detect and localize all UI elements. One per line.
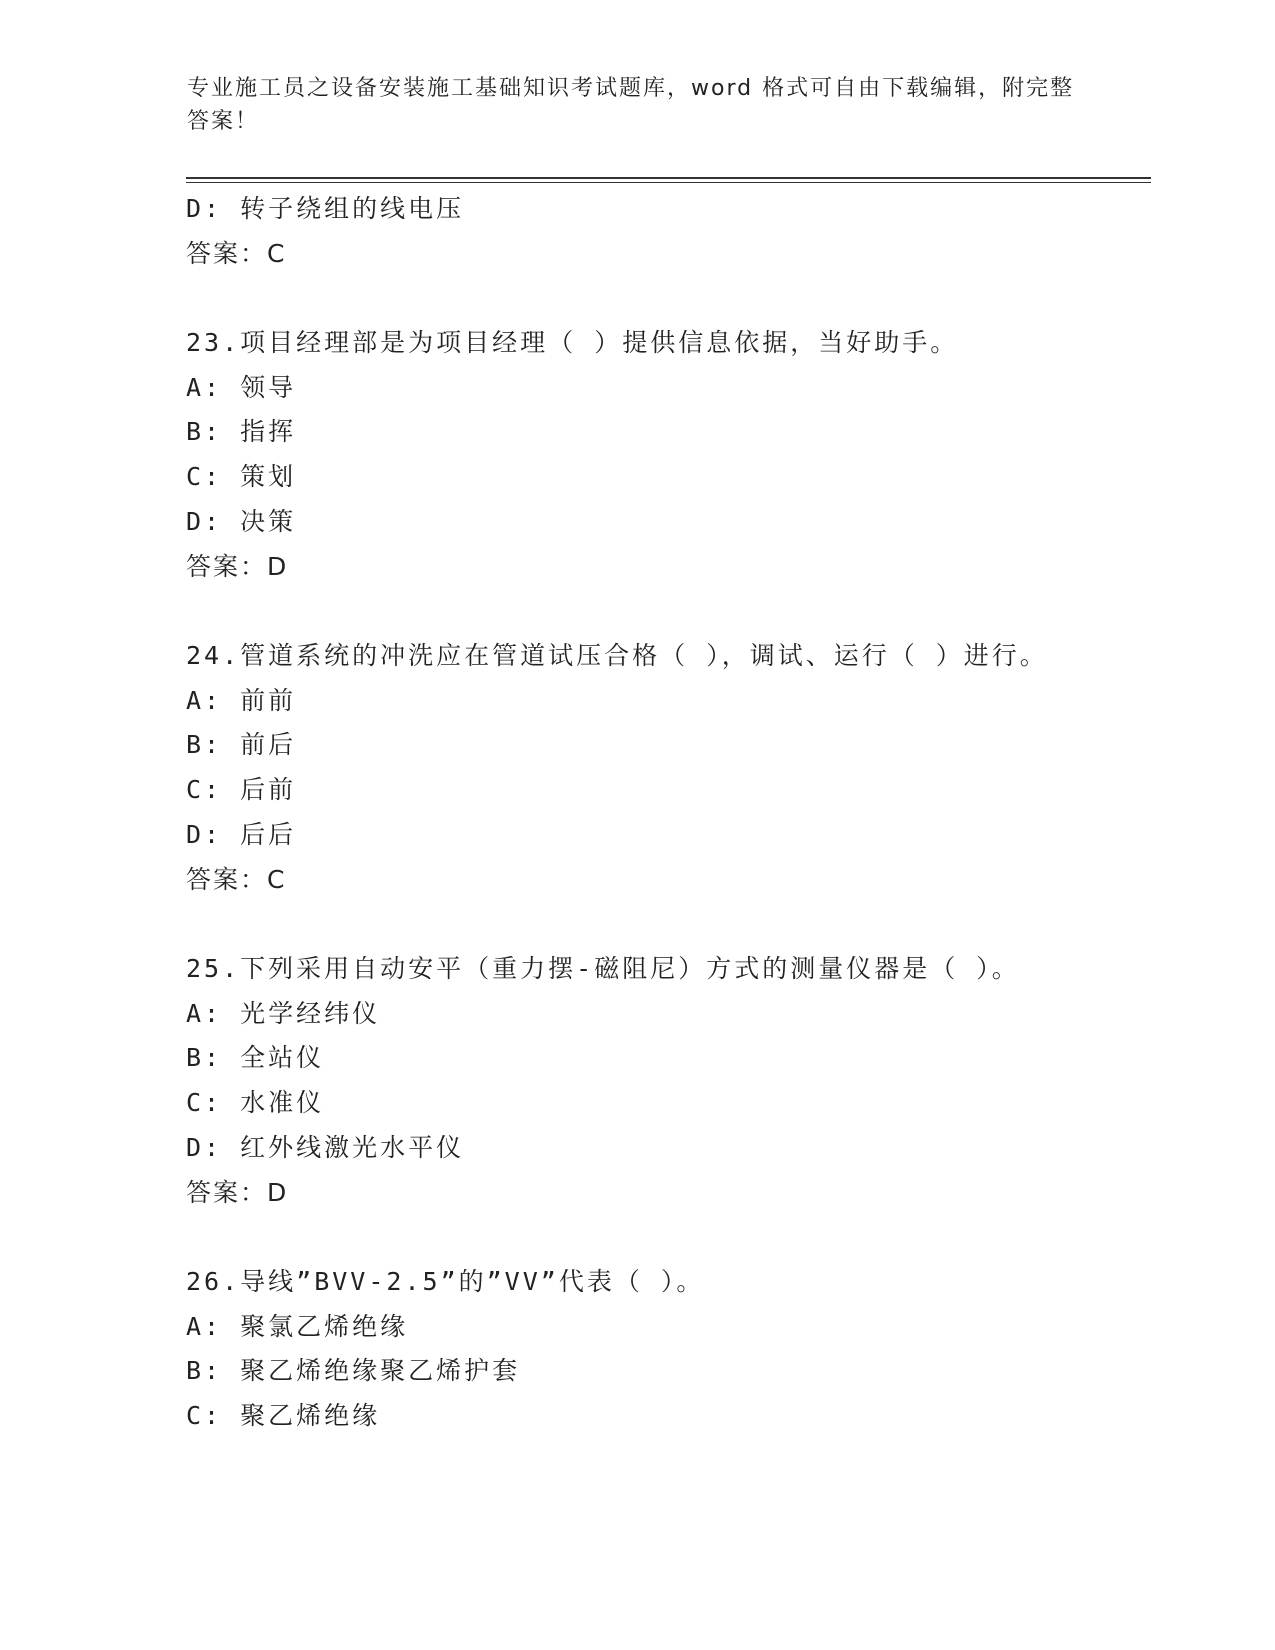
question-26-stem: 26.导线”BVV-2.5”的”VV”代表（ ）。	[186, 1267, 705, 1296]
question-23-option-a: A: 领导	[186, 373, 297, 402]
answer-prev: 答案：C	[186, 239, 287, 268]
question-24-option-d: D: 后后	[186, 820, 297, 849]
question-23-stem: 23.项目经理部是为项目经理（ ）提供信息依据，当好助手。	[186, 328, 959, 357]
question-24-answer: 答案：C	[186, 865, 287, 894]
question-26-option-c: C: 聚乙烯绝缘	[186, 1401, 381, 1430]
question-25-option-c: C: 水准仪	[186, 1088, 325, 1117]
question-26-option-b: B: 聚乙烯绝缘聚乙烯护套	[186, 1356, 521, 1385]
question-24-stem: 24.管道系统的冲洗应在管道试压合格（ ），调试、运行（ ）进行。	[186, 641, 1048, 670]
question-26-option-a: A: 聚氯乙烯绝缘	[186, 1312, 409, 1341]
question-23-option-b: B: 指挥	[186, 417, 297, 446]
header-note: 专业施工员之设备安装施工基础知识考试题库，word 格式可自由下载编辑，附完整答案！	[187, 76, 1075, 134]
question-24-option-b: B: 前后	[186, 730, 297, 759]
header-divider	[186, 177, 1151, 179]
question-25-answer: 答案：D	[186, 1178, 289, 1207]
question-25-option-b: B: 全站仪	[186, 1043, 325, 1072]
question-24-option-a: A: 前前	[186, 686, 297, 715]
question-24-option-c: C: 后前	[186, 775, 297, 804]
question-23-answer: 答案：D	[186, 552, 289, 581]
question-25-option-d: D: 红外线激光水平仪	[186, 1133, 465, 1162]
option-d-prev: D: 转子绕组的线电压	[186, 194, 465, 223]
header-divider-secondary	[186, 182, 1151, 183]
question-23-option-c: C: 策划	[186, 462, 297, 491]
question-25-stem: 25.下列采用自动安平（重力摆-磁阻尼）方式的测量仪器是（ ）。	[186, 954, 1020, 983]
question-25-option-a: A: 光学经纬仪	[186, 999, 381, 1028]
question-23-option-d: D: 决策	[186, 507, 297, 536]
